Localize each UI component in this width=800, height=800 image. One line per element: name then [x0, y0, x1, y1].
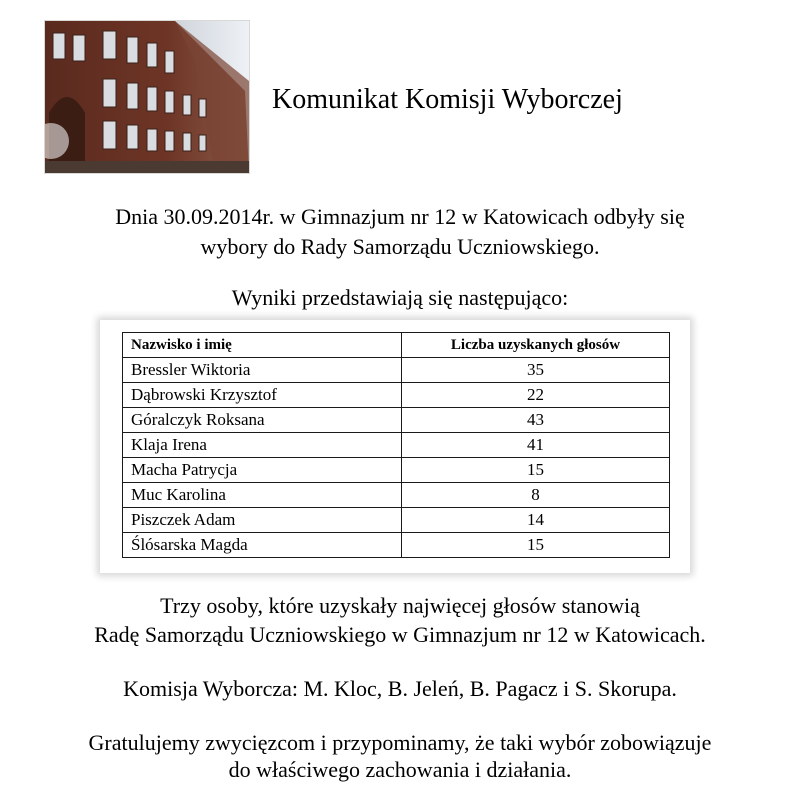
candidate-name: Muc Karolina: [123, 483, 402, 508]
closing-line-2: do właściwego zachowania i działania.: [228, 757, 572, 782]
results-heading: Wyniki przedstawiają się następująco:: [231, 285, 569, 310]
table-row: [123, 508, 670, 533]
candidate-name: Dąbrowski Krzysztof: [123, 383, 402, 408]
table-row: [123, 408, 670, 433]
table-row: [123, 433, 670, 458]
results-table: [122, 332, 670, 558]
candidate-votes: 8: [402, 483, 670, 508]
candidate-name: Piszczek Adam: [123, 508, 402, 533]
candidate-name: Góralczyk Roksana: [123, 408, 402, 433]
column-header-votes: Liczba uzyskanych głosów: [402, 333, 670, 358]
committee-members: Komisja Wyborcza: M. Kloc, B. Jeleń, B. Pagacz i S. Skorupa.: [123, 676, 677, 701]
table-row: [123, 533, 670, 558]
intro-line-2: wybory do Rady Samorządu Uczniowskiego.: [200, 234, 600, 259]
school-building-photo: [44, 20, 250, 174]
page-title: Komunikat Komisji Wyborczej: [272, 84, 623, 115]
school-building-illustration: [45, 21, 249, 173]
candidate-votes: 15: [402, 533, 670, 558]
candidate-votes: 41: [402, 433, 670, 458]
intro-line-1: Dnia 30.09.2014r. w Gimnazjum nr 12 w Katowicach odbyły się: [115, 204, 685, 229]
column-header-name: Nazwisko i imię: [123, 333, 402, 358]
table-row: [123, 383, 670, 408]
table-header-row: [123, 333, 670, 358]
table-row: [123, 358, 670, 383]
candidate-votes: 15: [402, 458, 670, 483]
candidate-name: Bressler Wiktoria: [123, 358, 402, 383]
closing-line-1: Gratulujemy zwycięzcom i przypominamy, że taki wybór zobowiązuje: [88, 730, 712, 755]
results-table-card: [100, 320, 690, 573]
candidate-votes: 14: [402, 508, 670, 533]
candidate-votes: 43: [402, 408, 670, 433]
candidate-name: Macha Patrycja: [123, 458, 402, 483]
table-row: [123, 483, 670, 508]
candidate-votes: 22: [402, 383, 670, 408]
candidate-name: Klaja Irena: [123, 433, 402, 458]
candidate-name: Ślósarska Magda: [123, 533, 402, 558]
candidate-votes: 35: [402, 358, 670, 383]
table-row: [123, 458, 670, 483]
summary-line-2: Radę Samorządu Uczniowskiego w Gimnazjum nr 12 w Katowicach.: [94, 622, 706, 647]
summary-line-1: Trzy osoby, które uzyskały najwięcej głosów stanowią: [160, 593, 640, 618]
